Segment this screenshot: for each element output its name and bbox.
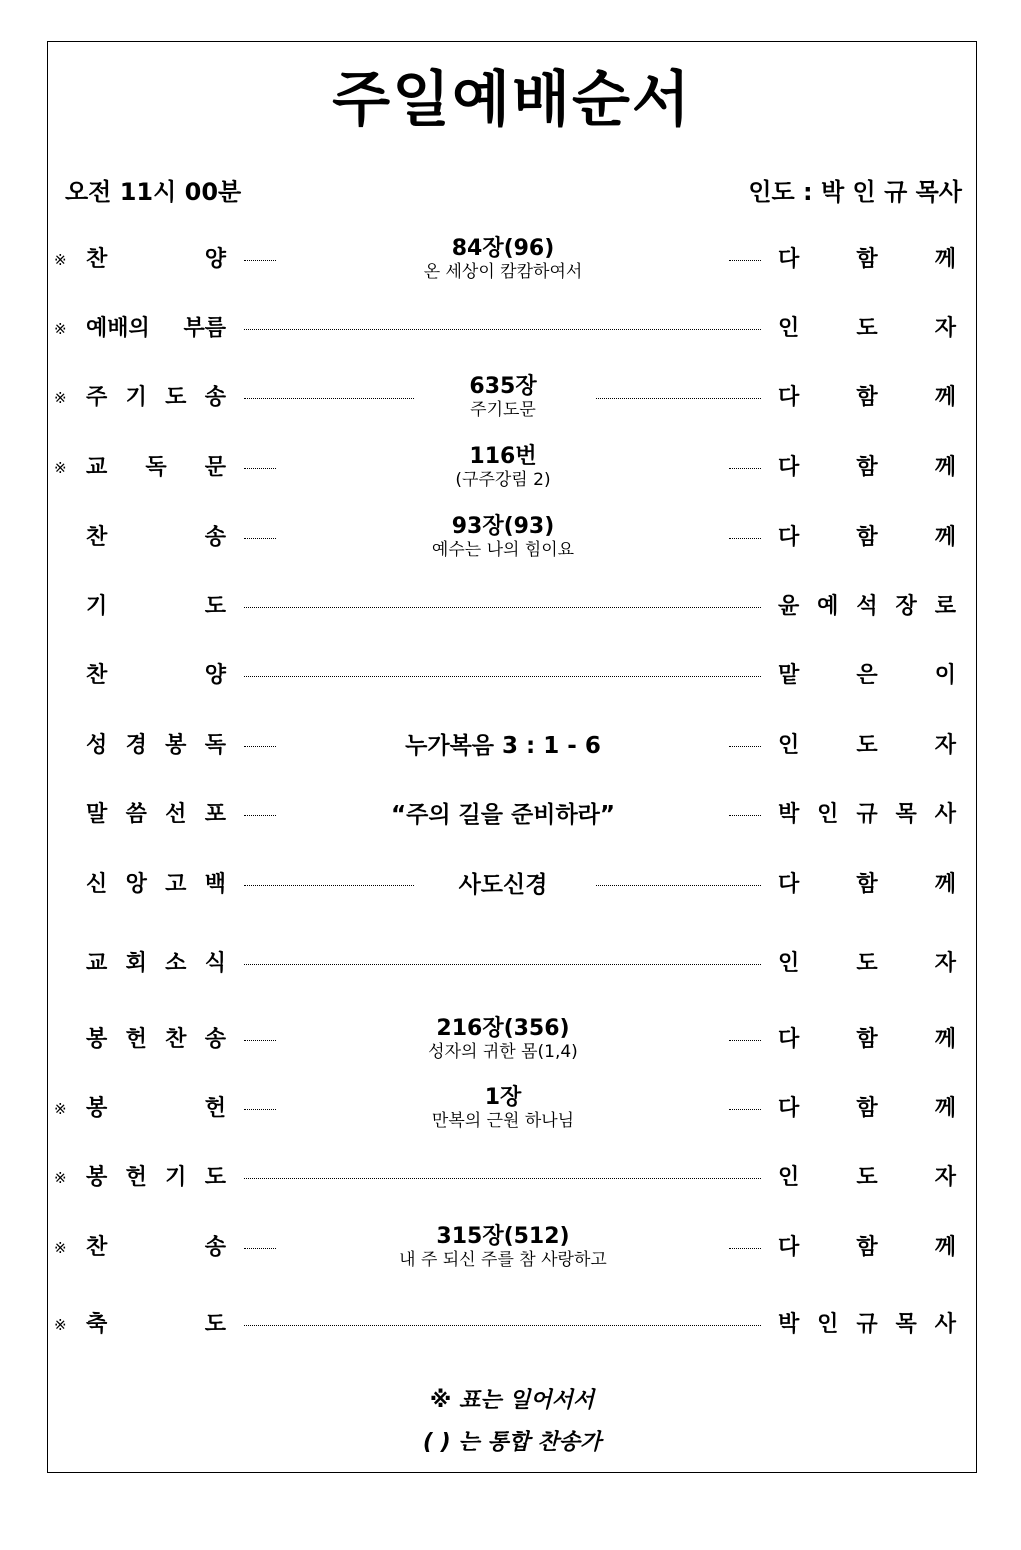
person-part: 다 — [778, 385, 800, 410]
label-part: 예배의 — [86, 316, 150, 341]
person-part: 함 — [856, 455, 878, 480]
leader-dots — [244, 815, 276, 816]
leader-dots — [244, 468, 276, 469]
label-part: 주 — [86, 385, 108, 410]
service-leader: 인도 : 박 인 규 목사 — [748, 178, 962, 206]
order-item-person — [778, 385, 956, 411]
person-part: 께 — [934, 247, 956, 272]
leader-dots — [729, 538, 761, 539]
order-item-label — [86, 525, 226, 551]
label-part: 도 — [204, 594, 226, 619]
label-part: 교 — [86, 455, 108, 480]
label-part: 경 — [125, 733, 147, 758]
person-part: 로 — [934, 594, 956, 619]
person-part: 함 — [856, 385, 878, 410]
person-part: 다 — [778, 1096, 800, 1121]
person-part: 규 — [856, 1312, 878, 1337]
label-part: 헌 — [125, 1165, 147, 1190]
leader-dots — [244, 676, 761, 677]
page-title: 주일예배순서 — [332, 65, 692, 135]
label-part: 봉 — [86, 1165, 108, 1190]
person-part: 자 — [934, 316, 956, 341]
person-part: 자 — [934, 951, 956, 976]
label-part: 찬 — [86, 247, 108, 272]
person-part: 께 — [934, 872, 956, 897]
label-part: 찬 — [165, 1027, 187, 1052]
order-item-person — [778, 802, 956, 828]
label-part: 부름 — [183, 316, 226, 341]
person-part: 함 — [856, 525, 878, 550]
label-part: 신 — [86, 872, 108, 897]
order-item-label — [86, 733, 226, 759]
person-part: 도 — [856, 951, 878, 976]
hymn-title: 예수는 나의 힘이요 — [431, 540, 575, 560]
label-part: 송 — [204, 1027, 226, 1052]
label-part: 고 — [165, 872, 187, 897]
person-part: 자 — [934, 1165, 956, 1190]
order-item-detail — [378, 802, 628, 828]
leader-dots — [244, 607, 761, 608]
person-part: 께 — [934, 1027, 956, 1052]
order-item-detail — [378, 514, 628, 560]
label-part: 헌 — [204, 1096, 226, 1121]
order-item-detail — [378, 1016, 628, 1062]
person-part: 이 — [934, 663, 956, 688]
person-part: 함 — [856, 1235, 878, 1260]
service-time: 오전 11시 00분 — [65, 178, 242, 206]
label-part: 도 — [165, 385, 187, 410]
label-part: 말 — [86, 802, 108, 827]
order-item-person — [778, 1312, 956, 1338]
order-item-detail — [378, 872, 628, 898]
standing-mark: ※ — [54, 389, 67, 407]
person-part: 께 — [934, 525, 956, 550]
order-item-person — [778, 1027, 956, 1053]
label-part: 기 — [86, 594, 108, 619]
order-item-detail — [378, 236, 628, 282]
order-item-detail — [378, 1085, 628, 1131]
person-part: 자 — [934, 733, 956, 758]
label-part: 문 — [204, 455, 226, 480]
label-part: 백 — [204, 872, 226, 897]
hymn-number: 635장 — [469, 374, 537, 399]
order-item-person — [778, 247, 956, 273]
standing-mark: ※ — [54, 1316, 67, 1334]
person-part: 함 — [856, 247, 878, 272]
order-item-detail — [378, 733, 628, 759]
order-item-label — [86, 1027, 226, 1053]
hymn-number: 116번 — [469, 444, 537, 469]
bulletin-frame — [47, 41, 977, 1473]
person-part: 다 — [778, 525, 800, 550]
person-part: 인 — [817, 1312, 839, 1337]
order-item-person — [778, 525, 956, 551]
person-part: 윤 — [778, 594, 800, 619]
leader-dots — [729, 260, 761, 261]
hymn-number: 1장 — [484, 1085, 522, 1110]
standing-mark: ※ — [54, 251, 67, 269]
person-part: 함 — [856, 872, 878, 897]
label-part: 송 — [204, 385, 226, 410]
order-item-label — [86, 1096, 226, 1122]
order-item-detail — [378, 1224, 628, 1270]
label-part: 도 — [204, 1165, 226, 1190]
standing-mark: ※ — [54, 1239, 67, 1257]
person-part: 박 — [778, 802, 800, 827]
person-part: 예 — [817, 594, 839, 619]
person-part: 인 — [817, 802, 839, 827]
label-part: 앙 — [125, 872, 147, 897]
order-item-label — [86, 1235, 226, 1261]
label-part: 성 — [86, 733, 108, 758]
footnote-standing: ※ 표는 일어서서 — [429, 1388, 595, 1413]
label-part: 식 — [204, 951, 226, 976]
label-part: 송 — [204, 1235, 226, 1260]
label-part: 기 — [165, 1165, 187, 1190]
label-part: 교 — [86, 951, 108, 976]
order-item-person — [778, 733, 956, 759]
order-item-detail — [378, 374, 628, 420]
order-item-label — [86, 872, 226, 898]
label-part: 찬 — [86, 663, 108, 688]
person-part: 인 — [778, 733, 800, 758]
hymn-number: 315장(512) — [436, 1224, 570, 1249]
order-item-label — [86, 385, 226, 411]
leader-dots — [244, 746, 276, 747]
hymn-title: 만복의 근원 하나님 — [431, 1111, 575, 1131]
leader-dots — [729, 815, 761, 816]
order-item-person — [778, 594, 956, 620]
label-part: 봉 — [86, 1096, 108, 1121]
person-part: 목 — [895, 802, 917, 827]
person-part: 규 — [856, 802, 878, 827]
label-part: 기 — [125, 385, 147, 410]
leader-dots — [729, 1109, 761, 1110]
leader-dots — [729, 468, 761, 469]
person-part: 께 — [934, 1096, 956, 1121]
hymn-title: 주기도문 — [470, 400, 536, 420]
person-part: 께 — [934, 455, 956, 480]
standing-mark: ※ — [54, 320, 67, 338]
label-part: 봉 — [86, 1027, 108, 1052]
hymn-number: 84장(96) — [451, 236, 555, 261]
label-part: 양 — [204, 663, 226, 688]
leader-dots — [729, 1040, 761, 1041]
detail-text: 사도신경 — [458, 872, 548, 898]
label-part: 봉 — [165, 733, 187, 758]
order-item-person — [778, 951, 956, 977]
person-part: 목 — [895, 1312, 917, 1337]
order-item-person — [778, 316, 956, 342]
order-item-label — [86, 1312, 226, 1338]
person-part: 도 — [856, 1165, 878, 1190]
leader-dots — [244, 1325, 761, 1326]
leader-dots — [729, 746, 761, 747]
label-part: 헌 — [125, 1027, 147, 1052]
label-part: 축 — [86, 1312, 108, 1337]
leader-dots — [244, 964, 761, 965]
hymn-title: 내 주 되신 주를 참 사랑하고 — [399, 1250, 607, 1270]
person-part: 도 — [856, 733, 878, 758]
hymn-number: 93장(93) — [451, 514, 555, 539]
person-part: 도 — [856, 316, 878, 341]
order-item-label — [86, 951, 226, 977]
person-part: 다 — [778, 1027, 800, 1052]
hymn-title: 온 세상이 캄캄하여서 — [423, 262, 583, 282]
footnotes — [48, 1380, 976, 1464]
person-part: 함 — [856, 1027, 878, 1052]
detail-text: “주의 길을 준비하라” — [391, 802, 615, 828]
order-item-person — [778, 872, 956, 898]
label-part: 선 — [165, 802, 187, 827]
order-item-label — [86, 1165, 226, 1191]
detail-text: 누가복음 3 : 1 - 6 — [405, 733, 601, 759]
person-part: 은 — [856, 663, 878, 688]
standing-mark: ※ — [54, 1100, 67, 1118]
label-part: 도 — [204, 1312, 226, 1337]
label-part: 회 — [125, 951, 147, 976]
leader-dots — [244, 1248, 276, 1249]
label-part: 양 — [204, 247, 226, 272]
standing-mark: ※ — [54, 459, 67, 477]
person-part: 사 — [934, 1312, 956, 1337]
leader-dots — [244, 260, 276, 261]
label-part: 씀 — [125, 802, 147, 827]
order-item-label — [86, 247, 226, 273]
leader-dots — [244, 1109, 276, 1110]
person-part: 께 — [934, 1235, 956, 1260]
order-item-label — [86, 594, 226, 620]
person-part: 다 — [778, 1235, 800, 1260]
label-part: 소 — [165, 951, 187, 976]
hymn-title: (구주강림 2) — [455, 470, 551, 490]
order-item-person — [778, 1096, 956, 1122]
person-part: 인 — [778, 1165, 800, 1190]
label-part: 포 — [204, 802, 226, 827]
label-part: 찬 — [86, 525, 108, 550]
order-item-label — [86, 663, 226, 689]
order-item-label — [86, 316, 226, 342]
order-item-label — [86, 455, 226, 481]
footnote-hymnal: ( ) 는 통합 찬송가 — [422, 1430, 602, 1455]
hymn-title: 성자의 귀한 몸(1,4) — [428, 1042, 578, 1062]
label-part: 찬 — [86, 1235, 108, 1260]
person-part: 함 — [856, 1096, 878, 1121]
standing-mark: ※ — [54, 1169, 67, 1187]
order-item-person — [778, 455, 956, 481]
leader-dots — [244, 1178, 761, 1179]
label-part: 송 — [204, 525, 226, 550]
person-part: 인 — [778, 951, 800, 976]
person-part: 다 — [778, 872, 800, 897]
person-part: 장 — [895, 594, 917, 619]
leader-dots — [244, 538, 276, 539]
order-item-label — [86, 802, 226, 828]
person-part: 다 — [778, 455, 800, 480]
order-item-detail — [378, 444, 628, 490]
order-item-person — [778, 1235, 956, 1261]
person-part: 맡 — [778, 663, 800, 688]
person-part: 인 — [778, 316, 800, 341]
leader-dots — [244, 329, 761, 330]
order-item-person — [778, 663, 956, 689]
person-part: 다 — [778, 247, 800, 272]
person-part: 박 — [778, 1312, 800, 1337]
label-part: 독 — [204, 733, 226, 758]
person-part: 사 — [934, 802, 956, 827]
person-part: 께 — [934, 385, 956, 410]
person-part: 석 — [856, 594, 878, 619]
label-part: 독 — [145, 455, 167, 480]
order-item-person — [778, 1165, 956, 1191]
hymn-number: 216장(356) — [436, 1016, 570, 1041]
leader-dots — [729, 1248, 761, 1249]
leader-dots — [244, 1040, 276, 1041]
